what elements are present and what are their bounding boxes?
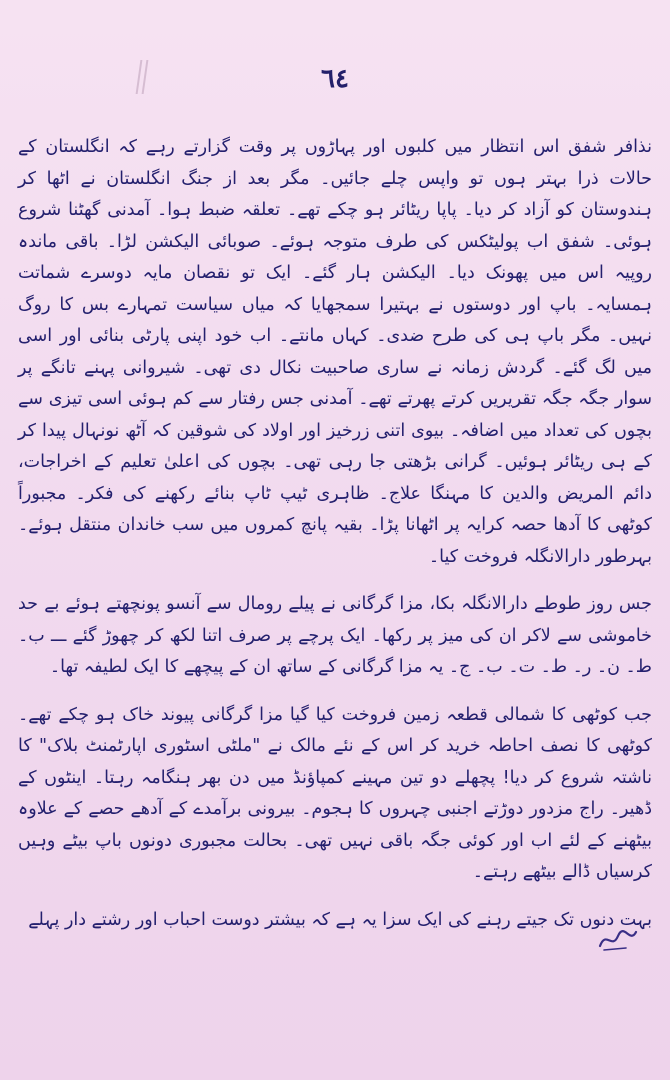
paragraph-4: بہت دنوں تک جیتے رہنے کی ایک سزا یہ ہے کہ بیشتر دوست احباب اور رشتے دار پہلے — [28, 909, 652, 930]
ink-scribble-mark — [596, 924, 640, 954]
paragraph-2: جس روز طوطے دارالانگلہ بکا، مزا گرگانی نے پیلے رومال سے آنسو پونچھتے ہوئے بے حد خاموشی سے لاکر ان کی میز پر رکھا۔ ایک پرچے پر صرف اتنا لکھ کر چھوڑ گئے ـــ ب۔ ط۔ ن۔ ر۔ ط۔ ت۔ ب۔ ج۔ یہ مزا گرگانی کے ساتھ ان کے پیچھے کا ایک لطیفہ تھا۔ — [18, 594, 652, 677]
page-number: ٦٤ — [321, 64, 349, 94]
paragraph-1: نذافر شفق اس انتظار میں کلبوں اور پہاڑوں پر وقت گزارتے رہے کہ انگلستان کے حالات ذرا بہتر ہوں تو واپس چلے جائیں۔ مگر بعد از جنگ انگلستان نے اٹھا کر ہندوستان کو آزاد کر دیا۔ پاپا ریٹائر ہو چکے تھے۔ تعلقہ ضبط ہوا۔ آمدنی گھٹنا شروع ہوئی۔ شفق اب پولیٹکس کی طرف متوجہ ہوئے۔ صوبائی الیکشن لڑا۔ باقی ماندہ روپیہ اس میں پھونک دیا۔ الیکشن ہار گئے۔ ایک تو نقصان مایہ دوسرے شماتت ہمسایہ۔ باپ اور دوستوں نے بہتیرا سمجھایا کہ میاں سیاست تمہارے بس کا روگ نہیں۔ مگر باپ ہی کی طرح ضدی۔ کہاں مانتے۔ اب خود اپنی پارٹی بنائی اور اسی میں لگ گئے۔ گردش زمانہ نے ساری صاحبیت نکال دی تھی۔ شیروانی پہنے تانگے پر سوار جگہ جگہ تقریریں کرتے پھرتے تھے۔ آمدنی جس رفتار سے کم ہوئی اسی تیزی سے بچوں کی تعداد میں اضافہ۔ بیوی اتنی زرخیز اور اولاد کی شوقین کہ آٹھ نونہال پیدا کر کے ہی ریٹائر ہوئیں۔ گرانی بڑھتی جا رہی تھی۔ بچوں کی اعلیٰ تعلیم کے اخراجات، دائم المریض والدین کا مہنگا علاج۔ ظاہری ٹیپ ٹاپ بنائے رکھنے کی فکر۔ مجبوراً کوٹھی کا آدھا حصہ کرایہ پر اٹھانا پڑا۔ بقیہ پانچ کمروں میں سب خاندان منتقل ہوئے۔ بہرطور دارالانگلہ فروخت کیا۔ — [18, 137, 652, 567]
paragraph-3: جب کوٹھی کا شمالی قطعہ زمین فروخت کیا گیا مزا گرگانی پیوند خاک ہو چکے تھے۔ کوٹھی کا نصف احاطہ خرید کر اس کے نئے مالک نے "ملٹی اسٹوری اپارٹمنٹ بلاک" کا ناشتہ شروع کر دیا! پچھلے دو تین مہینے کمپاؤنڈ میں دن بھر ہنگامہ رہتا۔ اینٹوں کے ڈھیر۔ راج مزدور دوڑتے اجنبی چہروں کا ہجوم۔ بیرونی برآمدے کے آدھے حصے کے علاوہ بیٹھنے کے لئے اب اور کوئی جگہ باقی نہیں تھی۔ بحالت مجبوری دونوں باپ بیٹے وہیں کرسیاں ڈالے بیٹھے رہتے۔ — [18, 704, 652, 882]
body-text — [18, 132, 652, 936]
